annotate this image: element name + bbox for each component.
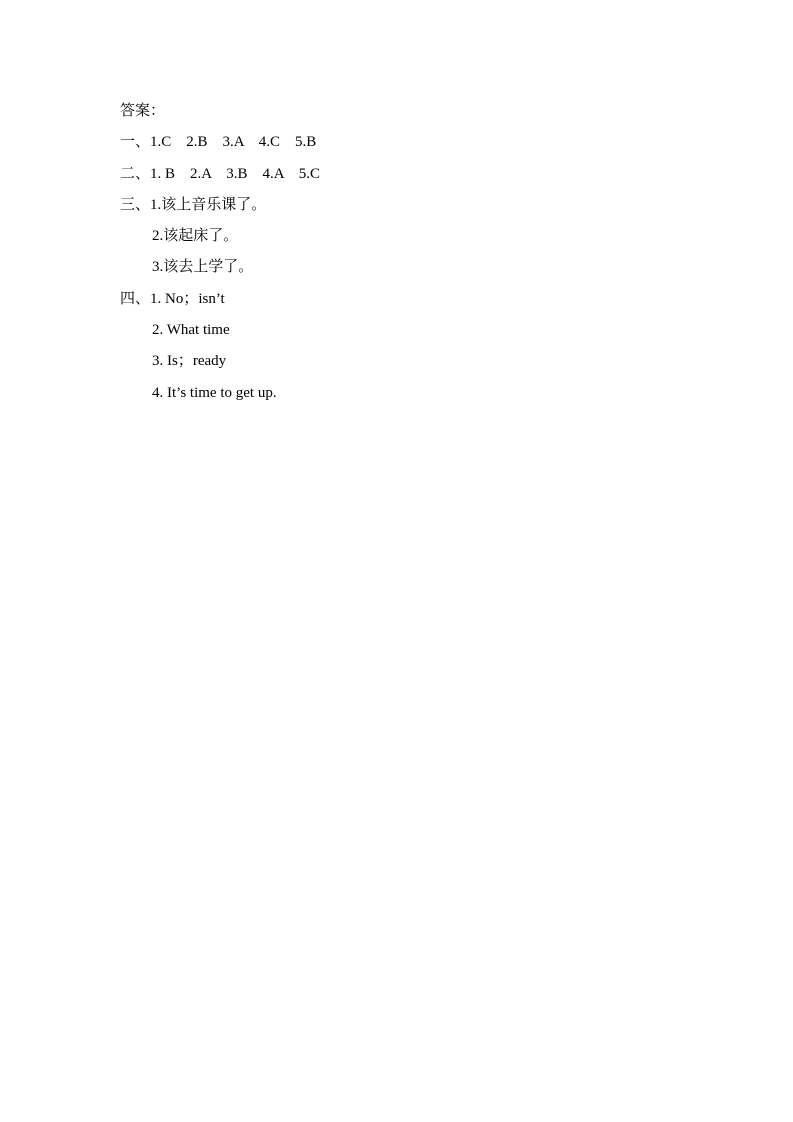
answer-section-3-item-1: 三、1.该上音乐课了。 <box>120 196 267 213</box>
answer-section-4-item-1: 四、1. No；isn’t <box>120 290 225 307</box>
answer-heading: 答案： <box>120 103 166 119</box>
answer-section-1: 一、1.C 2.B 3.A 4.C 5.B <box>120 134 317 151</box>
answer-section-3-item-3: 3.该去上学了。 <box>152 259 254 276</box>
answer-key <box>120 98 320 411</box>
answer-section-4-item-4: 4. It’s time to get up. <box>152 384 277 401</box>
answer-section-3-item-2: 2.该起床了。 <box>152 228 239 245</box>
answer-section-4-item-2: 2. What time <box>152 322 230 339</box>
answer-section-2: 二、1. B 2.A 3.B 4.A 5.C <box>120 165 321 182</box>
answer-section-4-item-3: 3. Is；ready <box>152 353 227 370</box>
